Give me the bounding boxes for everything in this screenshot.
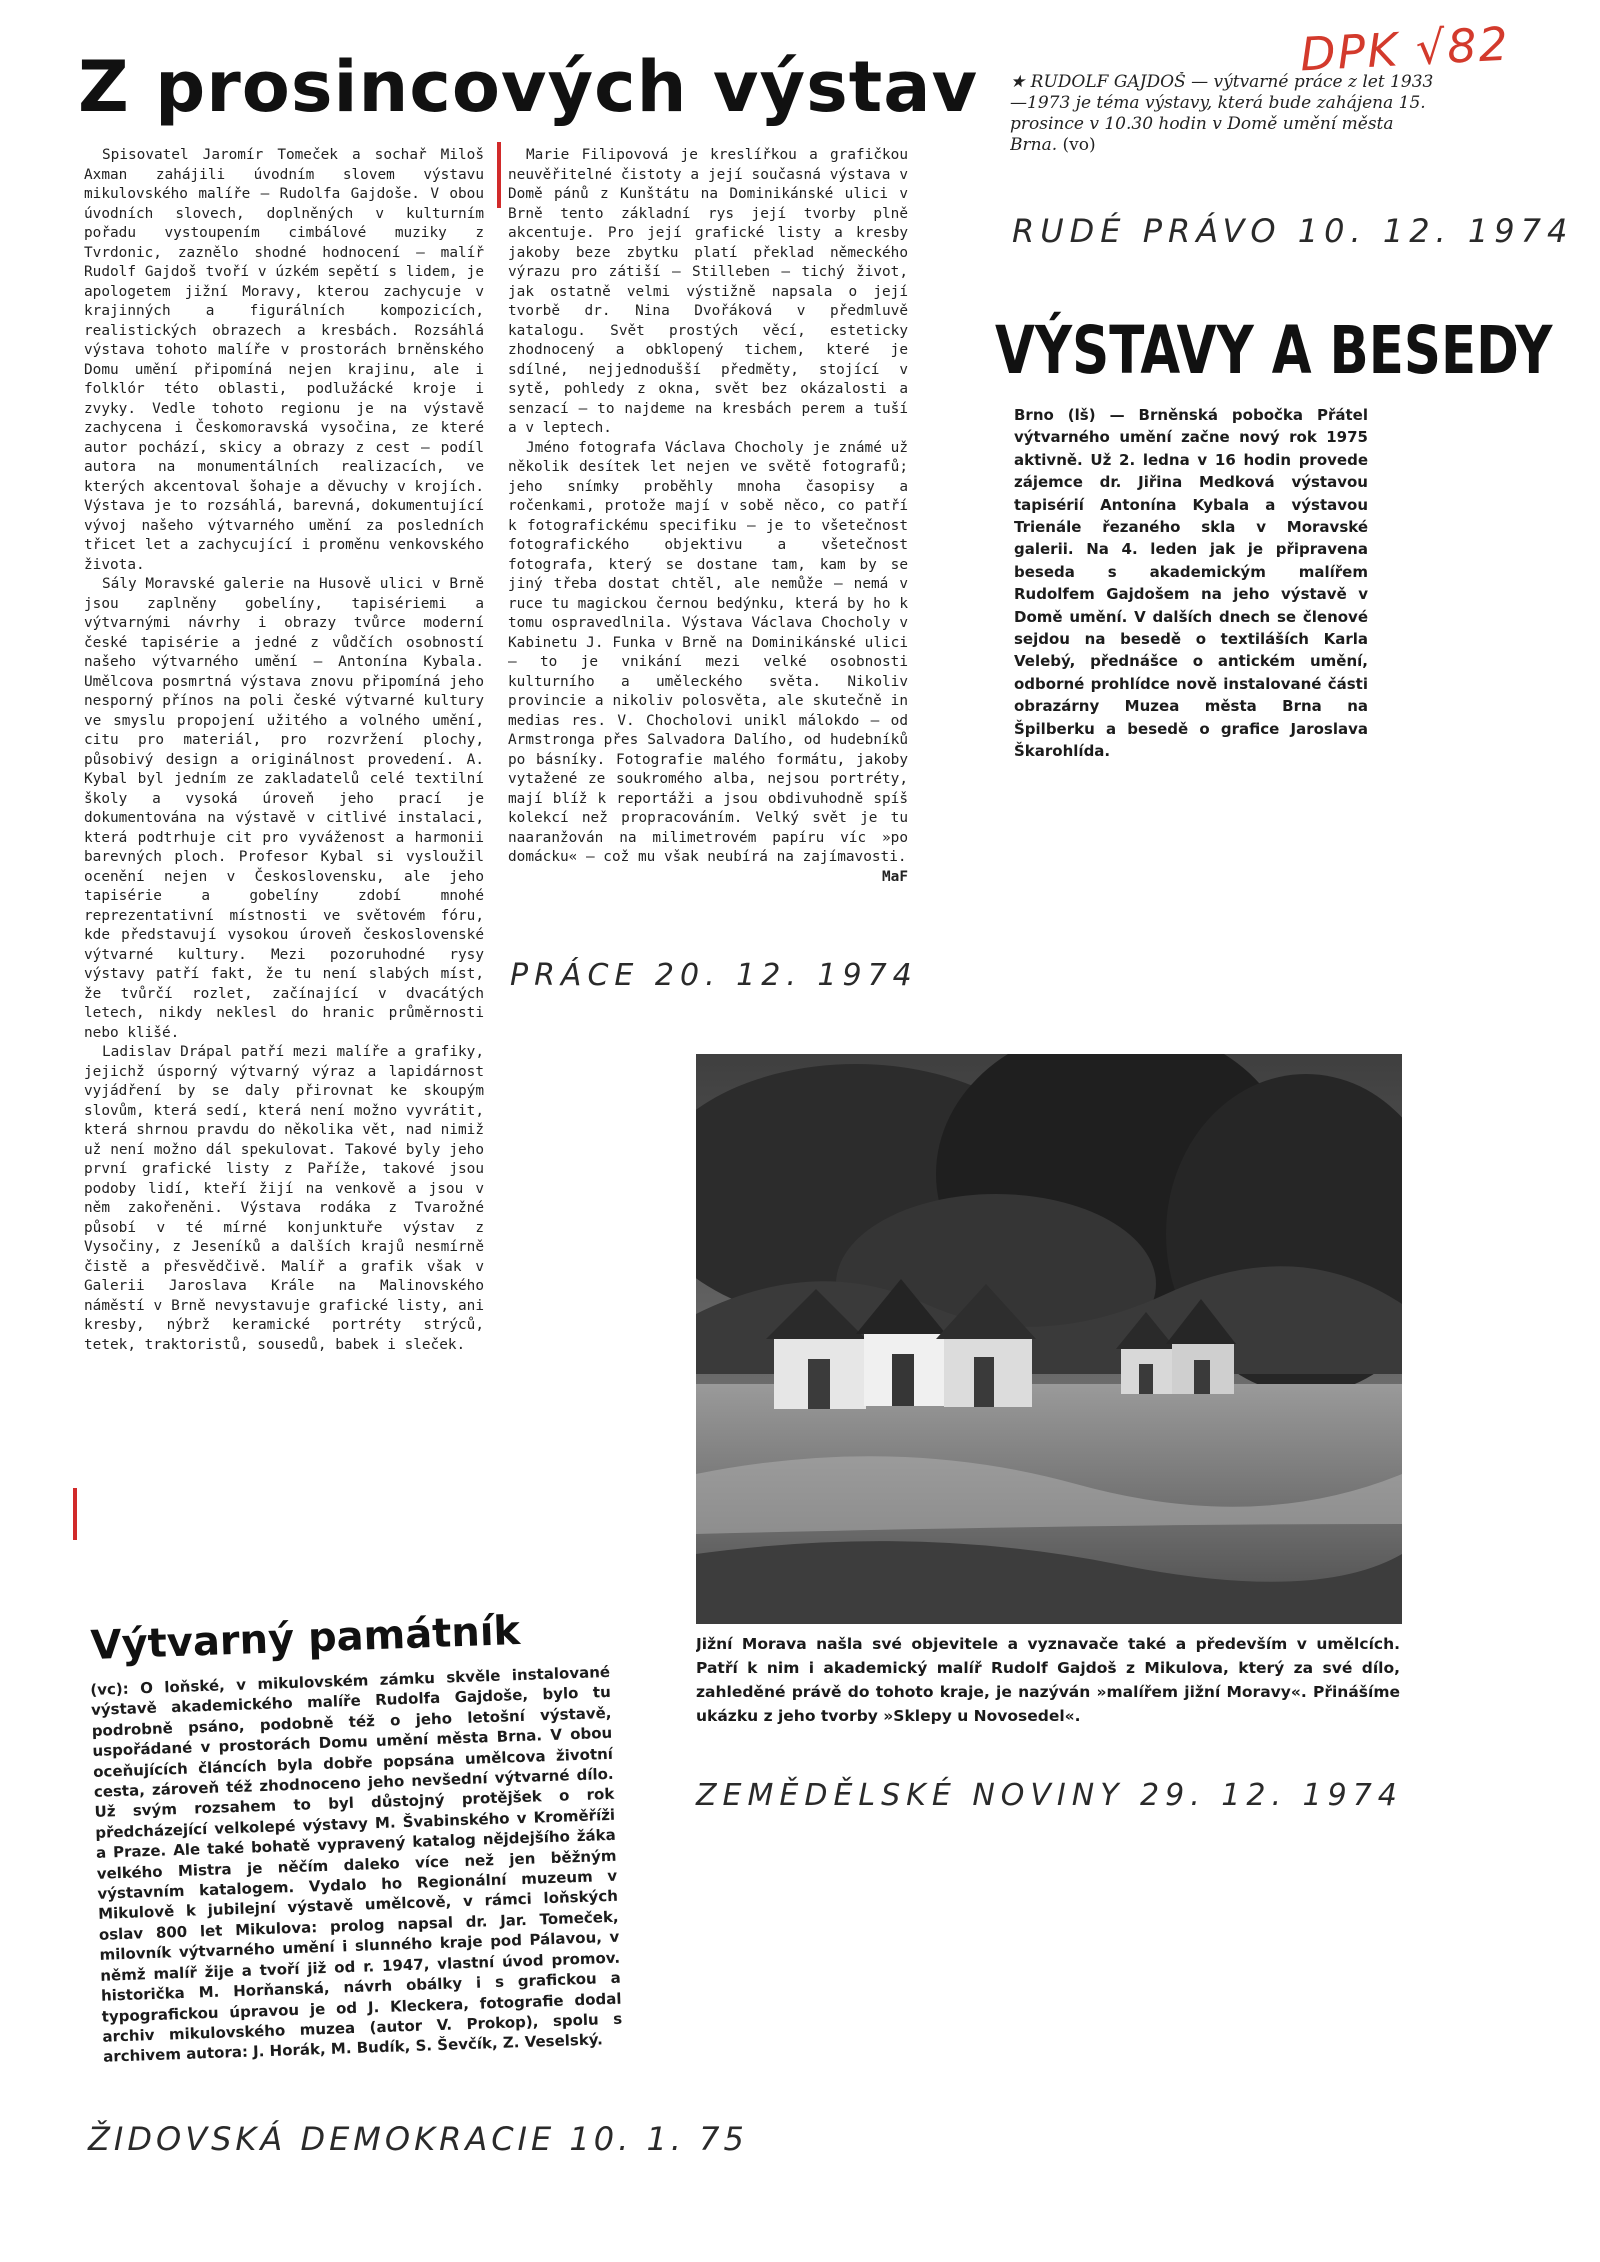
article2-body: Brno (lš) — Brněnská pobočka Přátel výtvarného umění začne nový rok 1975 aktivně. Už 2. ledna v 16 hodin provede zájemce dr. Jiřina Medková výstavou tapisérií Antonína Kybala a výstavou Trienále řezaného skla v Moravské galerii. Na 4. leden jak je připravena beseda s akademickým malířem Rudolfem Gajdošem na jeho výstavě v Domě umění. V dalších dnech se členové sejdou na besedě o textiláších Karla Velebý, přednášce o antickém umění, odborné prohlídce nově instalované části obrazárny Muzea města Brna na Špilberku a besedě o grafice Jaroslava Škarohlída. [1014, 406, 1368, 761]
painting-photo [696, 1054, 1402, 1624]
article1-paragraph: Jméno fotografa Václava Chocholy je známé už několik desítek let nejen ve světě fotografů; jeho snímky proběhly mnoha časopisy a ročenkami, protože mají v sobě něco, co patří k fotografickému specifiku — je to všetečnost fotografického objektivu a všetečnost fotografa, který se dostane tam, kam by se jiný třeba dostat chtěl, ale nemůže — nemá v ruce tu magickou černou bedýnku, která by ho k tomu ospravedlnila. Výstava Václava Chocholy v Kabinetu J. Funka v Brně na Dominikánské ulici — to je vnikání mezi velké osobnosti kulturního a uměleckého světa. Nikoliv provincie a nikoliv polosvěta, ale skutečně in medias res. V. Chocholovi unikl málokdo — od Armstronga přes Salvadora Dalího, od hudebníků po básníky. Fotografie malého formátu, jakoby vytažené ze soukromého alba, nejsou portréty, mají blíž k reportáži a jsou obdivuhodně spíš kolekcí než propracováním. Velký svět je tu naaranžován na milimetrovém papíru víc »po domácku« — což mu však neubírá na zajímavosti. [508, 439, 908, 865]
article3-body: (vc): O loňské, v mikulovském zámku skvěle instalované výstavě akademického malíře Rudolfa Gajdoše, bylo tu podrobně psáno, podobně též o jeho letošní výstavě, uspořádané v prostorách Domu umění města Brna. V obou oceňujících článcích byla dobře popsána umělcova životní cesta, zároveň též zhodnoceno jeho nevšední výtvarné dílo. Už svým rozsahem to byl důstojný protějšek o rok předcházející velkolepé výstavy M. Švabinského v Kroměříži a Praze. Ale také bohatě vypravený katalog nějdejšího žáka velkého Mistra je něčím daleko více než jen běžným výstavním katalogem. Vydalo ho Regionální muzeum v Mikulově k jubilejní výstavě umělcově, v rámci loňských oslav 800 let Mikulova: prolog napsal dr. Jar. Tomeček, milovník výtvarného umění i slunného kraje pod Pálavou, v němž malíř žije a tvoří již od r. 1947, vlastní úvod promov. historička M. Horňanská, návrh obálky i s grafickou a typografickou úpravou je od J. Kleckera, fotografie dodal archiv mikulovského muzea (autor V. Prokop), spolu s archivem autora: J. Horák, M. Budík, S. Ševčík, Z. Veselský. [90, 1662, 623, 2067]
notice-text: ★ RUDOLF GAJDOŠ — výtvarné práce z let 1933—1973 je téma výstavy, která bude zahájena 15. prosince v 10.30 hodin v Domě umění města Brna. [1010, 72, 1434, 155]
article1-column-left [84, 146, 484, 1546]
article1-headline: Z prosincových výstav [78, 46, 979, 128]
article1-source-note: PRÁCE 20. 12. 1974 [510, 958, 918, 993]
archive-mark: DPK √82 [1298, 16, 1512, 82]
notice-source-note: RUDÉ PRÁVO 10. 12. 1974 [1012, 212, 1574, 250]
article3-headline: Výtvarný památník [89, 1608, 521, 1669]
red-margin-mark [73, 1488, 77, 1540]
article2-headline: VÝSTAVY A BESEDY [995, 312, 1553, 389]
article1-signature: MaF [882, 868, 908, 885]
notice-tag: (vo) [1062, 135, 1096, 155]
photo-source-note: ZEMĚDĚLSKÉ NOVINY 29. 12. 1974 [696, 1778, 1403, 1813]
article3-source-note: ŽIDOVSKÁ DEMOKRACIE 10. 1. 75 [88, 2120, 748, 2158]
photo-caption: Jižní Morava našla své objevitele a vyznavače také a především v umělcích. Patří k nim i akademický malíř Rudolf Gajdoš z Mikulova, který za své dílo, zahleděné právě do tohoto kraje, je nazýván »malířem jižní Moravy«. Přinášíme ukázku z jeho tvorby »Sklepy u Novosedel«. [696, 1635, 1400, 1725]
article1-paragraph: Marie Filipovová je kreslířkou a grafičkou neuvěřitelné čistoty a její současná výstava v Domě pánů z Kunštátu na Dominikánské ulici v Brně tento základní rys její tvorby plně akcentuje. Pro její grafické listy a kresby jakoby beze zbytku platí překlad německého výrazu pro zátiší — Stilleben — tichý život, jak ostatně velmi výstižně napsala o její tvorbě dr. Nina Dvořáková v předmluvě katalogu. Svět prostých věcí, esteticky zhodnocený a obklopený tichem, které je sdílné, nejjednodušší předměty, stojící v sytě, pohledy z okna, svět bez okázalosti a senzací — to najdeme na kresbách perem a tuší a v leptech. [508, 147, 908, 436]
article1-column-right [508, 146, 908, 936]
article1-paragraph: Sály Moravské galerie na Husově ulici v Brně jsou zaplněny gobelíny, tapisériemi a výtvarnými návrhy i obrazy tvůrce moderní české tapisérie a jedné z vůdčích osobností našeho výtvarného umění — Antonína Kybala. Umělcova posmrtná výstava znovu připomíná jeho nesporný přínos na poli české výtvarné kultury ve smyslu propojení užitého a volného umění, citu pro materiál, pro rozvržení plochy, působivý design a originálnost provedení. A. Kybal byl jedním ze zakladatelů celé textilní školy a vysoká úroveň jeho prací je dokumentována na výstavě v citlivé instalaci, která podtrhuje cit pro vyváženost a harmonii barevných ploch. Profesor Kybal si vysloužil ocenění nejen v Československu, ale jeho tapisérie a gobelíny zdobí mnohé reprezentativní místnosti ve světovém fóru, kde představují vysokou úroveň československé výtvarné kultury. Mezi pozoruhodné rysy výstavy patří fakt, že tu není slabých míst, že tvůrčí rozlet, začínající v dvacátých letech, nikdy neklesl do hranic průměrnosti nebo klišé. [84, 576, 484, 1041]
article1-paragraph: Ladislav Drápal patří mezi malíře a grafiky, jejichž úsporný výtvarný výraz a lapidárnost vyjádření by se daly přirovnat ke skoupým slovům, která sedí, která není možno vyvrátit, která shrnou pravdu do několika vět, nad nimiž už není možno dál spekulovat. Takové byly jeho první grafické listy z Paříže, takové jsou podoby lidí, kteří žijí na venkově a jsou v něm zakořeněni. Výstava rodáka z Tvarožné působí v té mírné konjunktuře výstav z Vysočiny, z Jeseníků a dalších krajů nesmírně čistě a přesvědčivě. Malíř a grafik však v Galerii Jaroslava Krále na Malinovského náměstí v Brně nevystavuje grafické listy, ani kresby, nýbrž keramické portréty strýců, tetek, traktoristů, sousedů, babek i sleček. [84, 1044, 484, 1353]
painting-illustration [696, 1054, 1402, 1624]
red-margin-mark [497, 142, 501, 208]
article1-paragraph: Spisovatel Jaromír Tomeček a sochař Miloš Axman zahájili úvodním slovem výstavu mikulovského malíře — Rudolfa Gajdoše. V obou úvodních slovech, doplněných v kulturním pořadu vystoupením cimbálové muziky z Tvrdonic, zaznělo shodné hodnocení — malíř Rudolf Gajdoš tvoří v úzkém sepětí s lidem, je apologetem jižní Moravy, kterou zachycuje v krajinných a figurálních kompozicích, realistických obrazech a kresbách. Rozsáhlá výstava tohoto malíře v prostorách brněnského Domu umění připomíná nejen krajinu, ale i folklór této oblasti, podlužácké kroje i zvyky. Vedle tohoto regionu je na výstavě zachycena i Českomoravská vysočina, ze které autor pochází, skicy a obrazy z cest — podíl autora na monumentálních realizacích, ve kterých akcentoval šohaje a děvuchy v krojích. Výstava je to rozsáhlá, barevná, dokumentující vývoj našeho výtvarného umění za posledních třicet let a zachycující i proměnu venkovského života. [84, 147, 484, 573]
exhibition-notice [1010, 72, 1440, 200]
